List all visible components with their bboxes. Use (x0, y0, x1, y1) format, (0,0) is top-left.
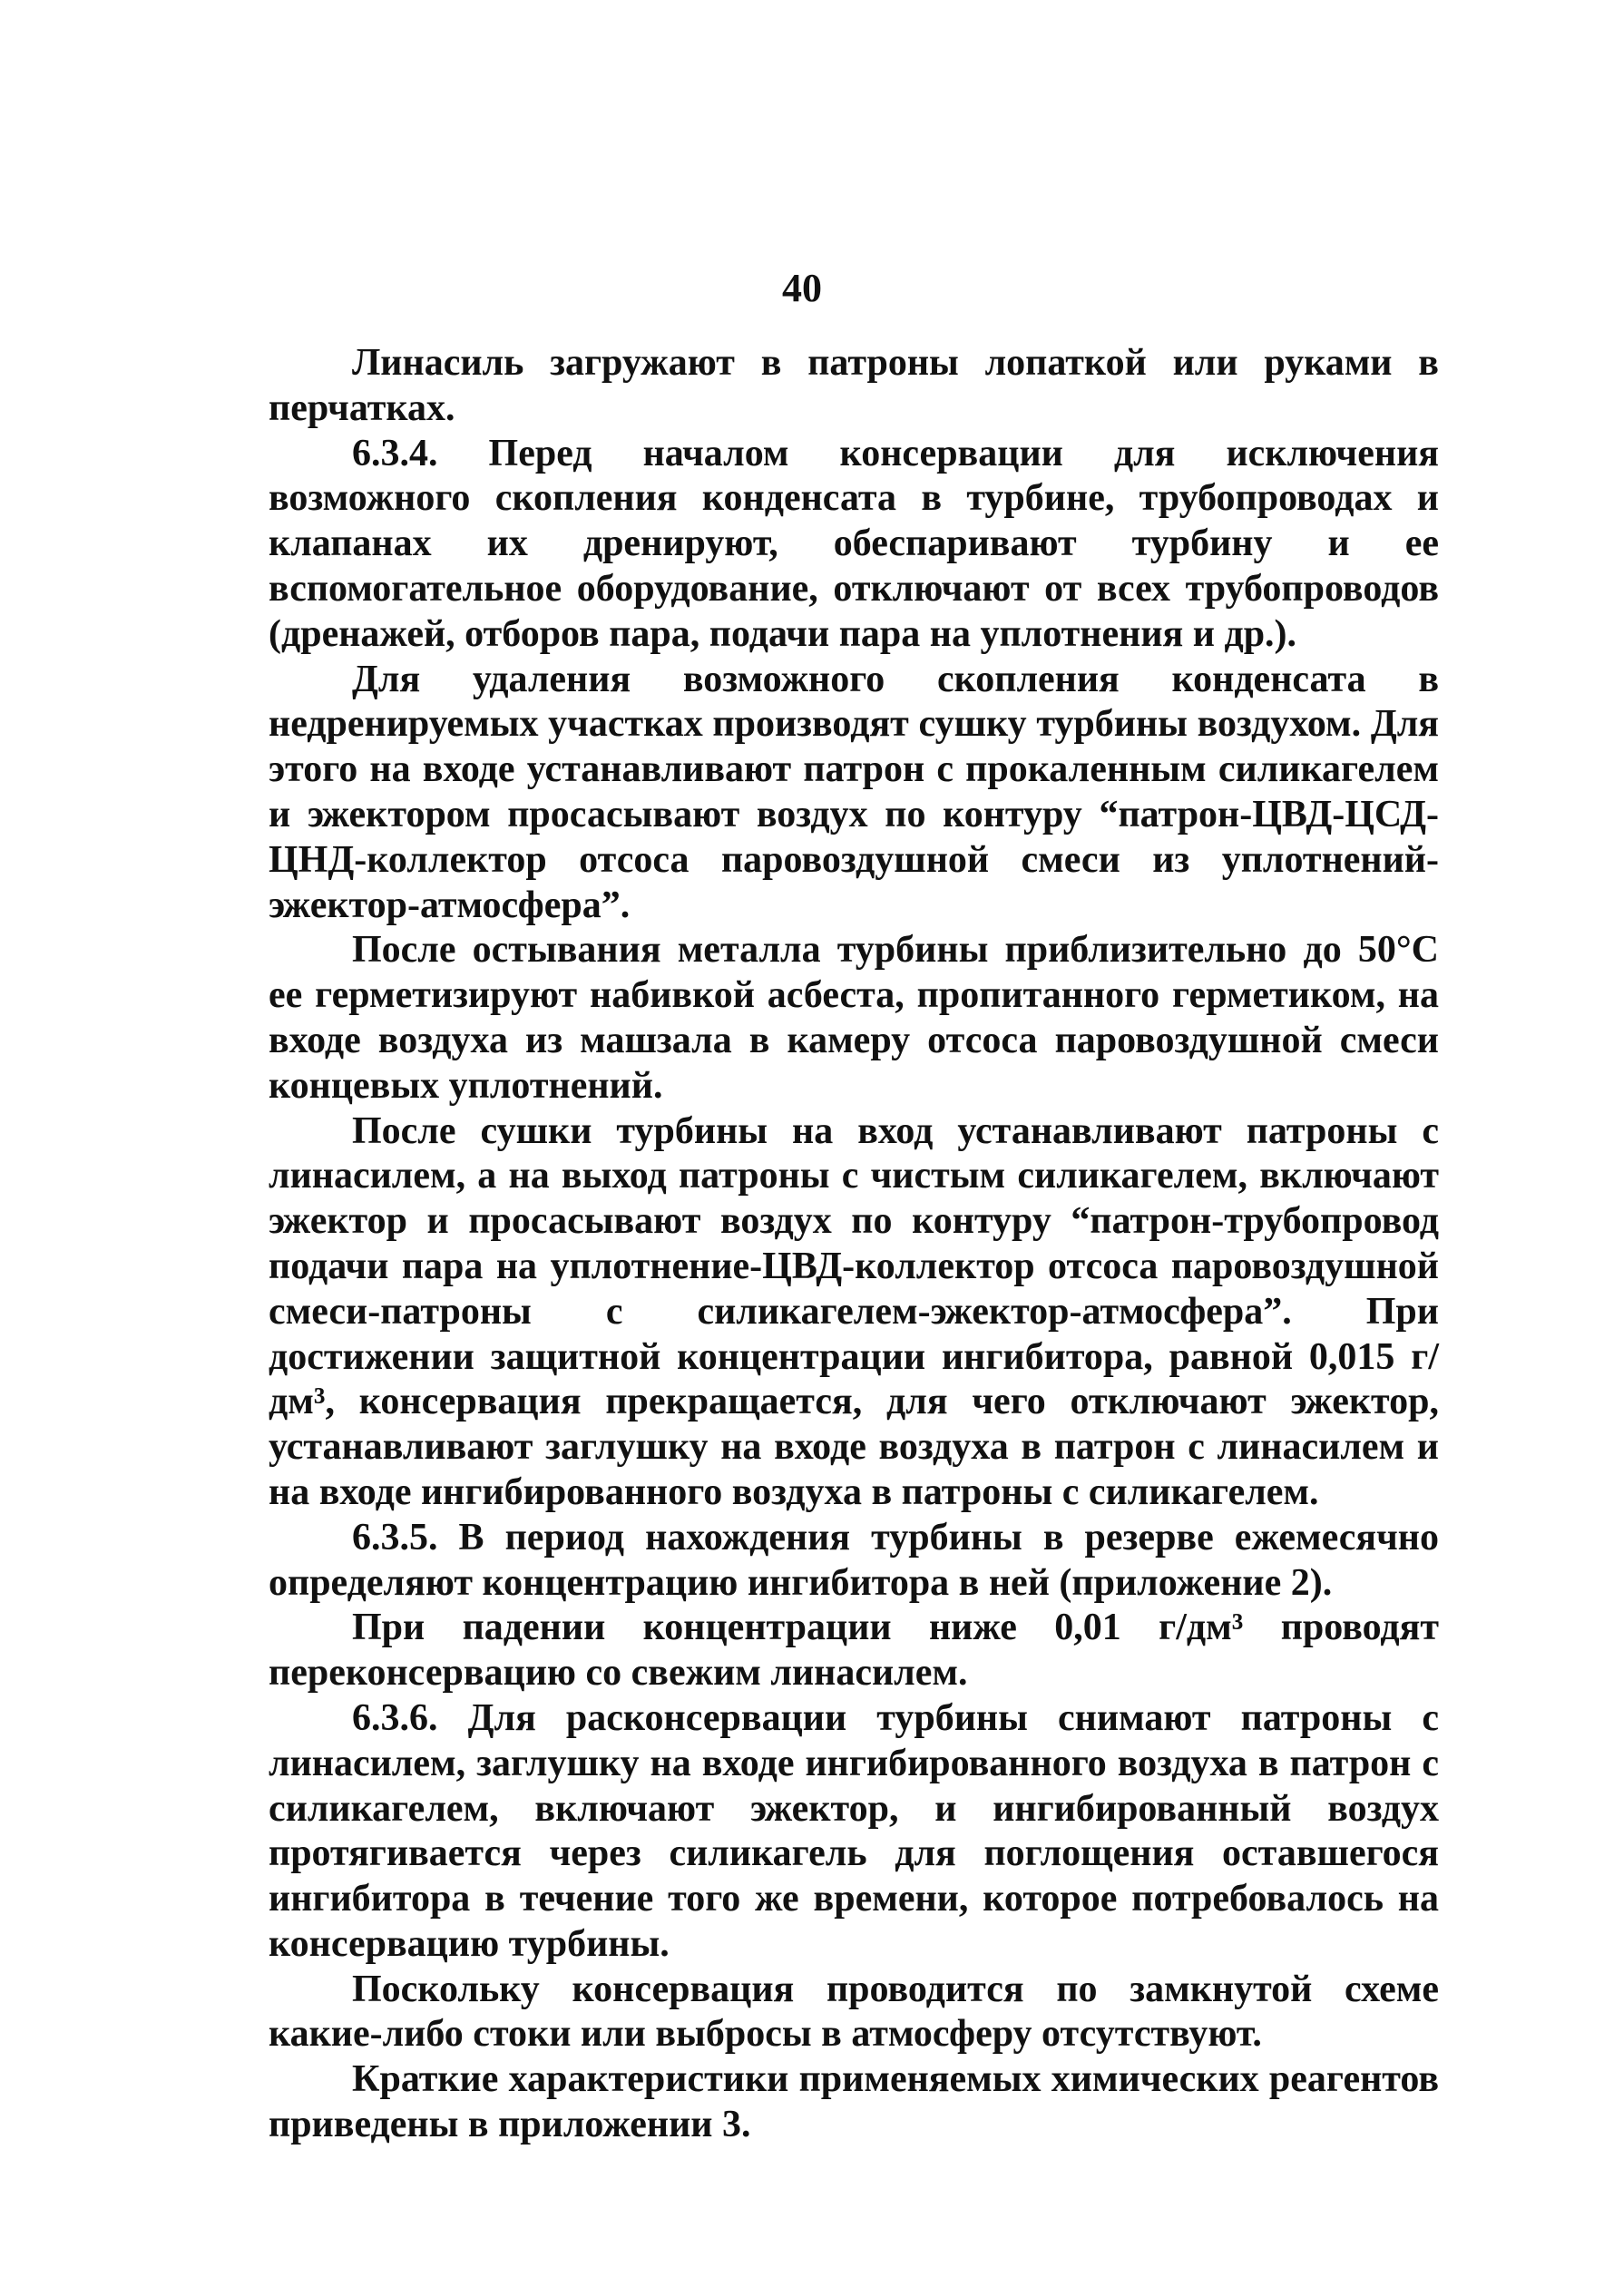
paragraph-linasil-loading: Линасиль загружают в патроны лопаткой или руками в перчатках. (269, 342, 1439, 429)
paragraph-6-3-6: 6.3.6. Для расконсервации турбины снимают патроны с линасилем, заглушку на входе ингибированного воздуха в патрон с силикагелем, включают эжектор, и ингибированный воздух протягивается через силикагель для поглощения оставшегося ингибитора в течение того же времени, которое потребовалось на консервацию турбины. (269, 1696, 1439, 1965)
paragraph-6-3-5: 6.3.5. В период нахождения турбины в резерве ежемесячно определяют концентрацию ингибитора в ней (приложение 2). (269, 1516, 1439, 1604)
paragraph-appendix-reference: Краткие характеристики применяемых химических реагентов приведены в приложении 3. (269, 2058, 1439, 2146)
paragraph-reconservation: При падении концентрации ниже 0,01 г/дм³ проводят переконсервацию со свежим линасилем. (269, 1607, 1439, 1695)
paragraph-air-drying: Для удаления возможного скопления конденсата в недренируемых участках производят сушку турбины воздухом. Для этого на входе устанавливают патрон с прокаленным силикагелем и эжектором просасывают воздух по контуру “патрон-ЦВД-ЦСД-ЦНД-коллектор отсоса паровоздушной смеси из уплотнений-эжектор-атмосфера”. (269, 658, 1439, 926)
page-number: 40 (782, 266, 822, 310)
paragraph-6-3-4: 6.3.4. Перед началом консервации для исключения возможного скопления конденсата в турбине, трубопроводах и клапанах их дренируют, обеспаривают турбину и ее вспомогательное оборудование, отключают от всех трубопроводов (дренажей, отборов пара, подачи пара на уплотнения и др.). (269, 432, 1439, 655)
paragraph-closed-loop: Поскольку консервация проводится по замкнутой схеме какие-либо стоки или выбросы в атмосферу отсутствуют. (269, 1968, 1439, 2056)
paragraph-sealing: После остывания металла турбины приблизительно до 50°С ее герметизируют набивкой асбеста, пропитанного герметиком, на входе воздуха из машзала в камеру отсоса паровоздушной смеси концевых уплотнений. (269, 929, 1439, 1107)
paragraph-inhibition: После сушки турбины на вход устанавливают патроны с линасилем, а на выход патроны с чистым силикагелем, включают эжектор и просасывают воздух по контуру “патрон-трубопровод подачи пара на уплотнение-ЦВД-коллектор отсоса паровоздушной смеси-патроны с силикагелем-эжектор-атмосфера”. При достижении защитной концентрации ингибитора, равной 0,015 г/дм³, консервация прекращается, для чего отключают эжектор, устанавливают заглушку на входе воздуха в патрон с линасилем и на входе ингибированного воздуха в патроны с силикагелем. (269, 1109, 1439, 1513)
body-text (269, 341, 1439, 2148)
